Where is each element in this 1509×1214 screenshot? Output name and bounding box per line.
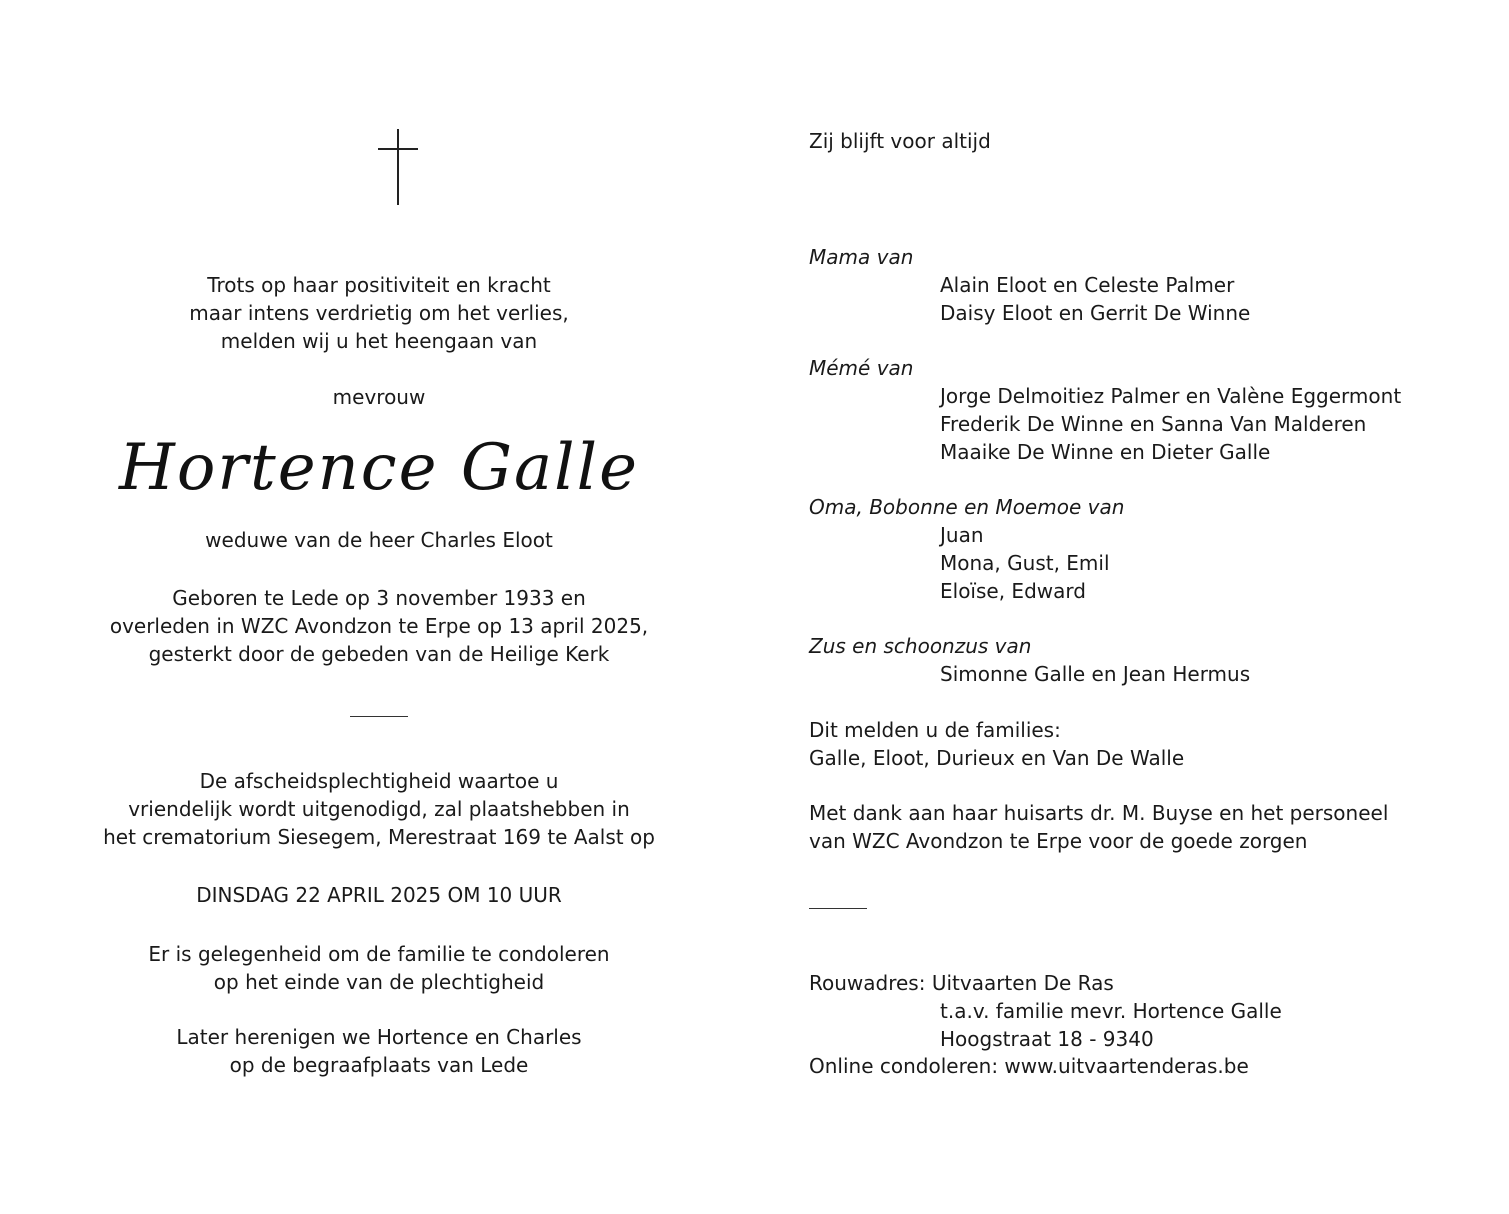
intro-line: maar intens verdrietig om het verlies,	[189, 301, 569, 325]
family-member: Frederik De Winne en Sanna Van Malderen	[940, 412, 1367, 436]
ceremony-date: DINSDAG 22 APRIL 2025 OM 10 UUR	[196, 883, 562, 907]
address-line: Hoogstraat 18 - 9340	[940, 1027, 1154, 1051]
widow-line: weduwe van de heer Charles Eloot	[205, 528, 553, 552]
thanks-line: van WZC Avondzon te Erpe voor de goede zorgen	[809, 829, 1308, 853]
mama-heading: Mama van	[809, 245, 914, 269]
zus-heading: Zus en schoonzus van	[809, 634, 1032, 658]
intro-line: Trots op haar positiviteit en kracht	[207, 273, 551, 297]
oma-heading: Oma, Bobonne en Moemoe van	[809, 495, 1125, 519]
ceremony-line: vriendelijk wordt uitgenodigd, zal plaatshebben in	[128, 797, 630, 821]
birth-death-line: Geboren te Lede op 3 november 1933 en	[172, 586, 586, 610]
family-member: Daisy Eloot en Gerrit De Winne	[940, 301, 1251, 325]
families-line: Dit melden u de families:	[809, 718, 1061, 742]
birth-death-line: gesterkt door de gebeden van de Heilige Kerk	[148, 642, 610, 666]
family-member: Alain Eloot en Celeste Palmer	[940, 273, 1235, 297]
online-condolence: Online condoleren: www.uitvaartenderas.be	[809, 1054, 1249, 1078]
thanks-line: Met dank aan haar huisarts dr. M. Buyse en het personeel	[809, 801, 1389, 825]
families-line: Galle, Eloot, Durieux en Van De Walle	[809, 746, 1185, 770]
reunion-line: Later herenigen we Hortence en Charles	[176, 1025, 582, 1049]
family-member: Eloïse, Edward	[940, 579, 1086, 603]
meme-heading: Mémé van	[809, 356, 914, 380]
reunion-line: op de begraafplaats van Lede	[229, 1053, 529, 1077]
birth-death-line: overleden in WZC Avondzon te Erpe op 13 april 2025,	[109, 614, 649, 638]
family-member: Juan	[940, 523, 984, 547]
condolence-line: op het einde van de plechtigheid	[213, 970, 545, 994]
condolence-line: Er is gelegenheid om de familie te condoleren	[148, 942, 610, 966]
divider	[809, 908, 867, 909]
family-member: Jorge Delmoitiez Palmer en Valène Eggermont	[940, 384, 1402, 408]
ceremony-line: het crematorium Siesegem, Merestraat 169 te Aalst op	[103, 825, 655, 849]
intro-line: melden wij u het heengaan van	[220, 329, 538, 353]
deceased-name: Hortence Galle	[119, 431, 639, 505]
family-member: Simonne Galle en Jean Hermus	[940, 662, 1251, 686]
opening-line: Zij blijft voor altijd	[809, 129, 991, 153]
divider	[350, 716, 408, 717]
family-member: Maaike De Winne en Dieter Galle	[940, 440, 1271, 464]
title-prefix: mevrouw	[332, 385, 426, 409]
family-member: Mona, Gust, Emil	[940, 551, 1110, 575]
address-line: t.a.v. familie mevr. Hortence Galle	[940, 999, 1282, 1023]
address-label: Rouwadres: Uitvaarten De Ras	[809, 971, 1114, 995]
cross-icon	[378, 128, 418, 206]
ceremony-line: De afscheidsplechtigheid waartoe u	[199, 769, 559, 793]
